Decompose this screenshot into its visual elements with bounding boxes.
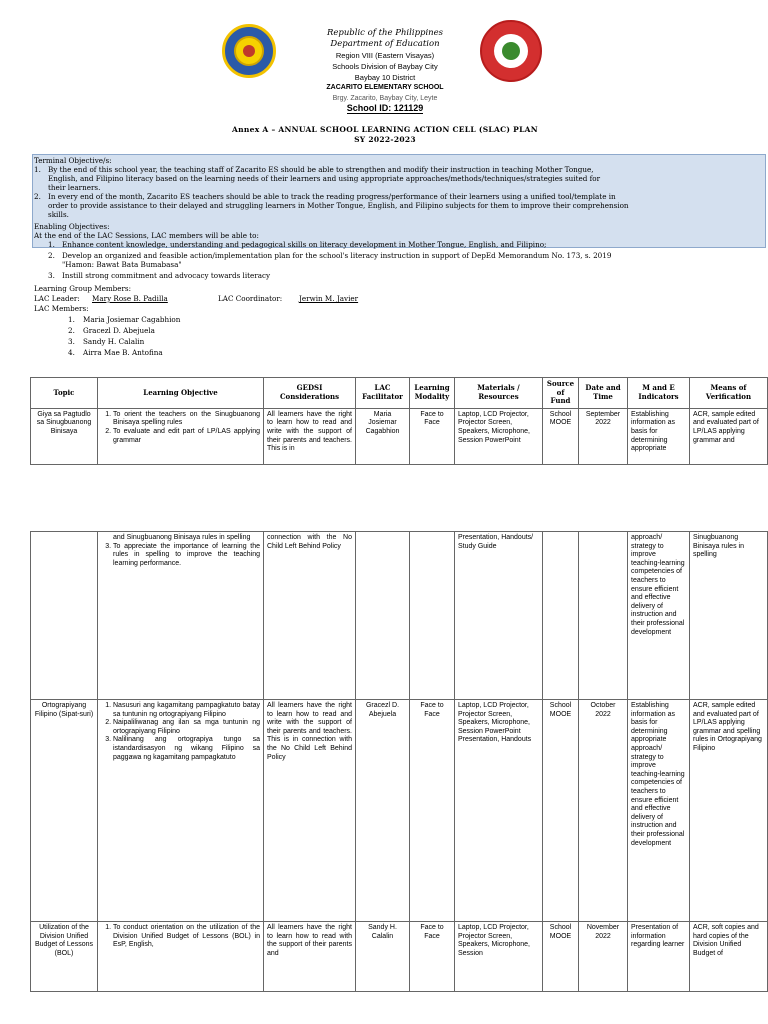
table-row <box>31 922 768 992</box>
terminal-1-line-3: their learners. <box>48 183 101 192</box>
school-name: ZACARITO ELEMENTARY SCHOOL <box>326 84 444 91</box>
fund-cell: School MOOE <box>543 922 579 992</box>
date-cell: October 2022 <box>579 700 628 922</box>
school-id <box>250 103 520 113</box>
enabling-intro: At the end of the LAC Sessions, LAC members will be able to: <box>34 231 259 240</box>
member-name-2: Gracezl D. Abejuela <box>83 326 155 335</box>
table-header-row <box>31 378 768 409</box>
header-materials: Materials / Resources <box>455 378 543 409</box>
topic-cell: Giya sa Pagtudlo sa Sinugbuanong Binisaya <box>31 408 98 464</box>
lac-leader-name: Mary Rose B. Padilla <box>92 294 168 303</box>
enabling-1-line-1: Enhance content knowledge, understanding and pedagogical skills on literacy development in Mother Tongue, English, and Filipino; <box>62 240 547 249</box>
topic-cell: Ortograpiyang Filipino (Sipat-suri) <box>31 700 98 922</box>
gedsi-cell: All learners have the right to learn how to read with the support of their parents and <box>264 922 356 992</box>
objective-continuation: and Sinugbuanong Binisaya rules in spelling <box>113 534 251 541</box>
gedsi-cell: All learners have the right to learn how to read and write with the support of their parents and teachers. This is in connection with the No Child Left Behind Policy <box>264 700 356 922</box>
topic-cell: Utilization of the Division Unified Budget of Lessons (BOL) <box>31 922 98 992</box>
terminal-objective-label: Terminal Objective/s: <box>34 156 112 165</box>
materials-cell: Laptop, LCD Projector, Projector Screen, Speakers, Microphone, Session PowerPoint <box>455 408 543 464</box>
enabling-2-line-1: Develop an organized and feasible action/implementation plan for the school's literacy instruction in support of DepEd Memorandum No. 173, s. 2019 <box>62 251 612 260</box>
terminal-1-line-2: English, and Filipino literacy based on the learning needs of their learners and using appropriate approaches/methods/techniques/strategies suited for <box>48 174 601 183</box>
table-row <box>31 408 768 464</box>
school-id-text: School ID: 121129 <box>346 103 424 113</box>
verification-cell: ACR, sample edited and evaluated part of LP/LAS applying grammar and <box>690 408 768 464</box>
slac-plan-table <box>30 377 768 465</box>
me-cell: Establishing information as basis for determining appropriate <box>628 408 690 464</box>
plan-title: Annex A – ANNUAL SCHOOL LEARNING ACTION CELL (SLAC) PLAN <box>232 125 538 134</box>
enabling-num-3: 3. <box>48 271 55 280</box>
member-name-4: Airra Mae B. Antofina <box>83 348 163 357</box>
lac-members-label: LAC Members: <box>34 304 89 313</box>
facilitator-cell: Gracezl D. Abejuela <box>356 700 410 922</box>
verification-cell: Sinugbuanong Binisaya rules in spelling <box>690 532 768 700</box>
department-line: Department of Education <box>330 39 440 49</box>
terminal-num-2: 2. <box>34 192 41 201</box>
region-line: Region VIII (Eastern Visayas) <box>335 51 435 60</box>
header-date: Date and Time <box>579 378 628 409</box>
objective-item: 1. To conduct orientation on the utilization of the Division Unified Budget of Lessons (BOL) in EsP, English, <box>113 924 260 950</box>
verification-cell: ACR, soft copies and hard copies of the Division Unified Budget of <box>690 922 768 992</box>
lac-leader-label: LAC Leader: <box>34 294 80 303</box>
district-line: Baybay 10 District <box>354 73 416 82</box>
header-topic: Topic <box>31 378 98 409</box>
slac-plan-table-continued <box>30 531 768 992</box>
member-num-4: 4. <box>68 348 75 357</box>
member-name-3: Sandy H. Calalin <box>83 337 145 346</box>
enabling-num-1: 1. <box>48 240 55 249</box>
objective-cell <box>98 700 264 922</box>
school-address: Brgy. Zacarito, Baybay City, Leyte <box>332 95 438 102</box>
fund-cell <box>543 532 579 700</box>
enabling-objective-label: Enabling Objectives: <box>34 222 110 231</box>
me-cell: Presentation of information regarding learner <box>628 922 690 992</box>
table-row <box>31 700 768 922</box>
member-num-1: 1. <box>68 315 75 324</box>
objective-item: 3. To appreciate the importance of learning the rules in spelling to improve the teaching learning performance. <box>113 543 260 569</box>
objective-cell <box>98 532 264 700</box>
header-facilitator: LAC Facilitator <box>356 378 410 409</box>
objective-item: 2. Naipaliliwanag ang ilan sa mga tuntunin ng ortograpiyang Filipino <box>113 719 260 736</box>
modality-cell: Face to Face <box>410 922 455 992</box>
terminal-2-line-1: In every end of the month, Zacarito ES teachers should be able to track the reading progress/performance of their learners using a unified tool/template in <box>48 192 616 201</box>
objective-cell <box>98 922 264 992</box>
objective-item: 3. Nalilinang ang ortograpiya tungo sa istandardisasyon ng wikang Filipino sa paggawa ng kagamitang pampagkatuto <box>113 736 260 762</box>
verification-cell: ACR, sample edited and evaluated part of LP/LAS applying grammar and spelling rules in Ortograpiyang Filipino <box>690 700 768 922</box>
header-verification: Means of Verification <box>690 378 768 409</box>
me-cell: Establishing information as basis for determining appropriate approach/ strategy to improve teaching-learning competencies of teachers to ensure efficient and effective delivery of instruction and their professional development <box>628 700 690 922</box>
date-cell: September 2022 <box>579 408 628 464</box>
topic-cell <box>31 532 98 700</box>
header-me-indicators: M and E Indicators <box>628 378 690 409</box>
gedsi-cell: All learners have the right to learn how to read and write with the support of their parents and teachers. This is in <box>264 408 356 464</box>
materials-cell: Presentation, Handouts/ Study Guide <box>455 532 543 700</box>
terminal-1-line-1: By the end of this school year, the teaching staff of Zacarito ES should be able to strengthen and modify their instruction in teaching Mother Tongue, <box>48 165 594 174</box>
enabling-2-line-2: "Hamon: Bawat Bata Bumabasa" <box>62 260 182 269</box>
modality-cell <box>410 532 455 700</box>
date-cell: November 2022 <box>579 922 628 992</box>
me-cell: approach/ strategy to improve teaching-learning competencies of teachers to ensure efficient and effective delivery of instruction and their professional development <box>628 532 690 700</box>
header-modality: Learning Modality <box>410 378 455 409</box>
table-row <box>31 532 768 700</box>
header-learning-objective: Learning Objective <box>98 378 264 409</box>
header-fund: Source of Fund <box>543 378 579 409</box>
member-name-1: Maria Josiemar Cagabhion <box>83 315 181 324</box>
member-num-2: 2. <box>68 326 75 335</box>
gedsi-cell: connection with the No Child Left Behind Policy <box>264 532 356 700</box>
terminal-2-line-2: order to provide assistance to their delayed and struggling learners in Mother Tongue, English, and Filipino subjects for them to improve their comprehension <box>48 201 629 210</box>
plan-school-year: SY 2022-2023 <box>354 135 416 144</box>
group-members-label: Learning Group Members: <box>34 284 132 293</box>
date-cell <box>579 532 628 700</box>
materials-cell: Laptop, LCD Projector, Projector Screen, Speakers, Microphone, Session PowerPoint Presentation, Handouts <box>455 700 543 922</box>
objective-item: 2. To evaluate and edit part of LP/LAS applying grammar <box>113 428 260 445</box>
republic-line: Republic of the Philippines <box>326 28 444 38</box>
terminal-num-1: 1. <box>34 165 41 174</box>
objective-item: 1. Nasusuri ang kagamitang pampagkatuto batay sa tuntunin ng ortograpiyang Filipino <box>113 702 260 719</box>
terminal-2-line-3: skills. <box>48 210 69 219</box>
member-num-3: 3. <box>68 337 75 346</box>
division-line: Schools Division of Baybay City <box>332 62 438 71</box>
enabling-num-2: 2. <box>48 251 55 260</box>
modality-cell: Face to Face <box>410 700 455 922</box>
fund-cell: School MOOE <box>543 700 579 922</box>
facilitator-cell <box>356 532 410 700</box>
objective-cell <box>98 408 264 464</box>
lac-coordinator-label: LAC Coordinator: <box>218 294 283 303</box>
fund-cell: School MOOE <box>543 408 579 464</box>
objective-item: 1. To orient the teachers on the Sinugbuanong Binisaya spelling rules <box>113 411 260 428</box>
lac-coordinator-name: Jerwin M. Javier <box>299 294 359 303</box>
facilitator-cell: Sandy H. Calalin <box>356 922 410 992</box>
modality-cell: Face to Face <box>410 408 455 464</box>
header-gedsi: GEDSI Considerations <box>264 378 356 409</box>
facilitator-cell: Maria Josiemar Cagabhion <box>356 408 410 464</box>
materials-cell: Laptop, LCD Projector, Projector Screen, Speakers, Microphone, Session <box>455 922 543 992</box>
enabling-3-line-1: Instill strong commitment and advocacy towards literacy <box>62 271 271 280</box>
